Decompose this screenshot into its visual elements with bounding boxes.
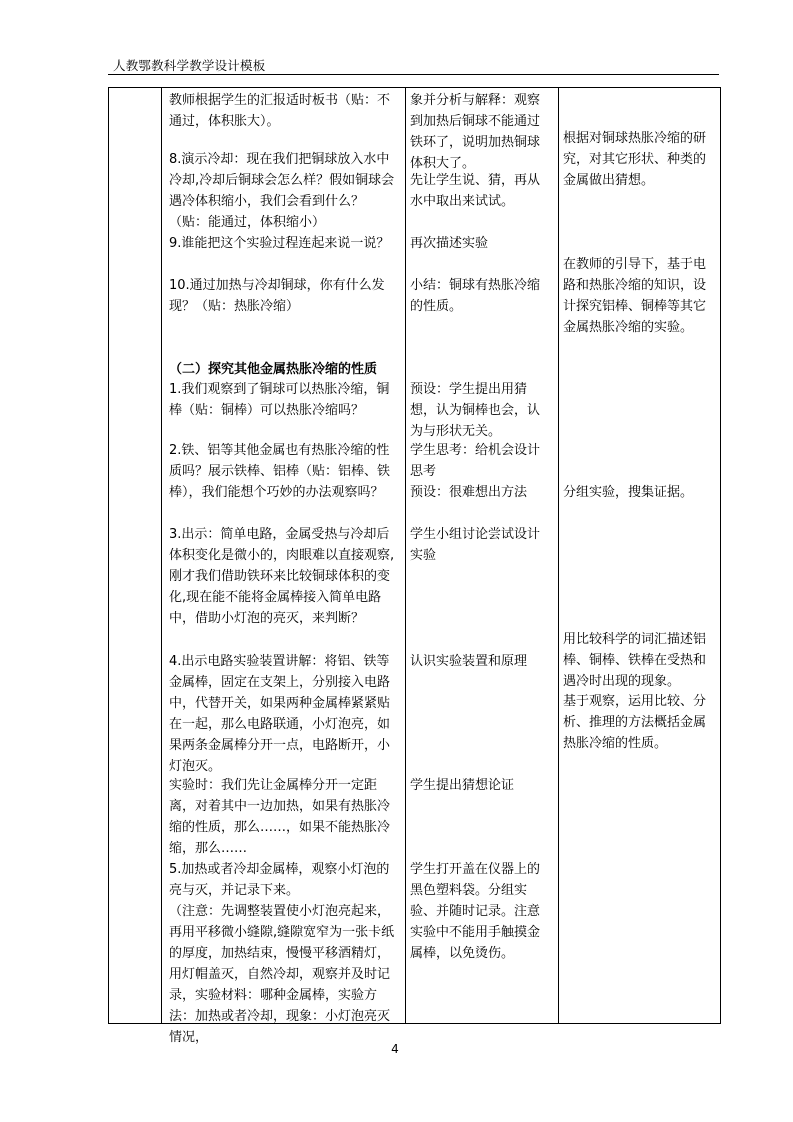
student-text-block: 预设：很难想出方法 [410, 485, 528, 500]
student-text-block: 学生思考：给机会设计思考 [410, 443, 541, 479]
student-text-block: 学生小组讨论尝试设计实验 [410, 527, 541, 563]
student-text-block: 象并分析与解释：观察到加热后铜球不能通过铁环了，说明加热铜球体积大了。 [410, 93, 541, 171]
document-header-title: 人教鄂教科学教学设计模板 [113, 58, 266, 73]
stage-column-cell [109, 88, 162, 1024]
student-text-block: 学生打开盖在仪器上的黑色塑料袋。分组实验、并随时记录。注意实验中不能用手触摸金属棒，以免烫伤。 [410, 862, 541, 961]
design-intent-cell [559, 88, 721, 1024]
teacher-text-block: 1.我们观察到了铜球可以热胀冷缩，铜棒（贴：铜棒）可以热胀冷缩吗？ [169, 382, 390, 418]
section-heading: （二）探究其他金属热胀冷缩的性质 [169, 362, 378, 377]
intent-text-block: 用比较科学的词汇描述铝棒、铜棒、铁棒在受热和遇冷时出现的现象。 [563, 632, 707, 689]
teacher-text-block: 3.出示：简单电路，金属受热与冷却后体积变化是微小的，肉眼难以直接观察,刚才我们借助铁环来比较铜球体积的变化,现在能不能将金属棒接入简单电路中，借助小灯泡的亮灭，来判断？ [169, 527, 395, 626]
teacher-text-block: 4.出示电路实验装置讲解：将铝、铁等金属棒，固定在支架上，分别接入电路中，代替开关，如果两种金属棒紧紧贴在一起，那么电路联通，小灯泡亮，如果两条金属棒分开一点，电路断开，小灯泡灭。 [169, 654, 391, 774]
page-number: 4 [391, 1042, 399, 1056]
teacher-text-block: 5.加热或者冷却金属棒，观察小灯泡的亮与灭，并记录下来。 [169, 862, 390, 898]
teacher-text-block: 9.谁能把这个实验过程连起来说一说？ [169, 236, 390, 251]
teacher-text-block: 10.通过加热与冷却铜球，你有什么发现？（贴：热胀冷缩） [169, 278, 385, 314]
teacher-activity-cell [162, 88, 406, 1045]
header-divider [108, 74, 719, 75]
intent-text-block: 基于观察，运用比较、分析、推理的方法概括金属热胀冷缩的性质。 [563, 694, 707, 751]
student-text-block: 再次描述实验 [410, 236, 489, 251]
lesson-plan-table [108, 87, 721, 1045]
student-text-block: 先让学生说、猜，再从水中取出来试试。 [410, 173, 541, 209]
student-activity-cell [406, 88, 559, 1024]
student-text-block: 认识实验装置和原理 [410, 654, 528, 669]
intent-text-block: 根据对铜球热胀冷缩的研究，对其它形状、种类的金属做出猜想。 [563, 131, 707, 188]
student-text-block: 学生提出猜想论证 [410, 778, 515, 793]
teacher-text-block: 教师根据学生的汇报适时板书（贴：不通过，体积胀大）。 [169, 93, 391, 129]
student-text-block: 预设：学生提出用猜想，认为铜棒也会，认为与形状无关。 [410, 382, 541, 439]
student-text-block: 小结：铜球有热胀冷缩的性质。 [410, 278, 541, 314]
teacher-text-block: 8.演示冷却：现在我们把铜球放入水中冷却,冷却后铜球会怎么样？假如铜球会遇冷体积缩小，我们会看到什么？（贴：能通过，体积缩小） [169, 152, 395, 230]
intent-text-block: 在教师的引导下，基于电路和热胀冷缩的知识，设计探究铝棒、铜棒等其它金属热胀冷缩的实验。 [563, 257, 707, 335]
teacher-text-block: 实验时：我们先让金属棒分开一定距离，对着其中一边加热，如果有热胀冷缩的性质，那么……，如果不能热胀冷缩，那么…… [169, 778, 391, 856]
teacher-text-block: 2.铁、铝等其他金属也有热胀冷缩的性质吗？展示铁棒、铝棒（贴：铝棒、铁棒），我们能想个巧妙的办法观察吗？ [169, 443, 391, 500]
teacher-text-block: （注意：先调整装置使小灯泡亮起来，再用平移微小缝隙,缝隙宽窄为一张卡纸的厚度，加热结束，慢慢平移酒精灯，用灯帽盖灭，自然冷却，观察并及时记录，实验材料：哪种金属棒，实验方法：加热或者冷却，现象：小灯泡亮灭情况， [169, 904, 395, 1045]
intent-text-block: 分组实验，搜集证据。 [563, 485, 694, 500]
